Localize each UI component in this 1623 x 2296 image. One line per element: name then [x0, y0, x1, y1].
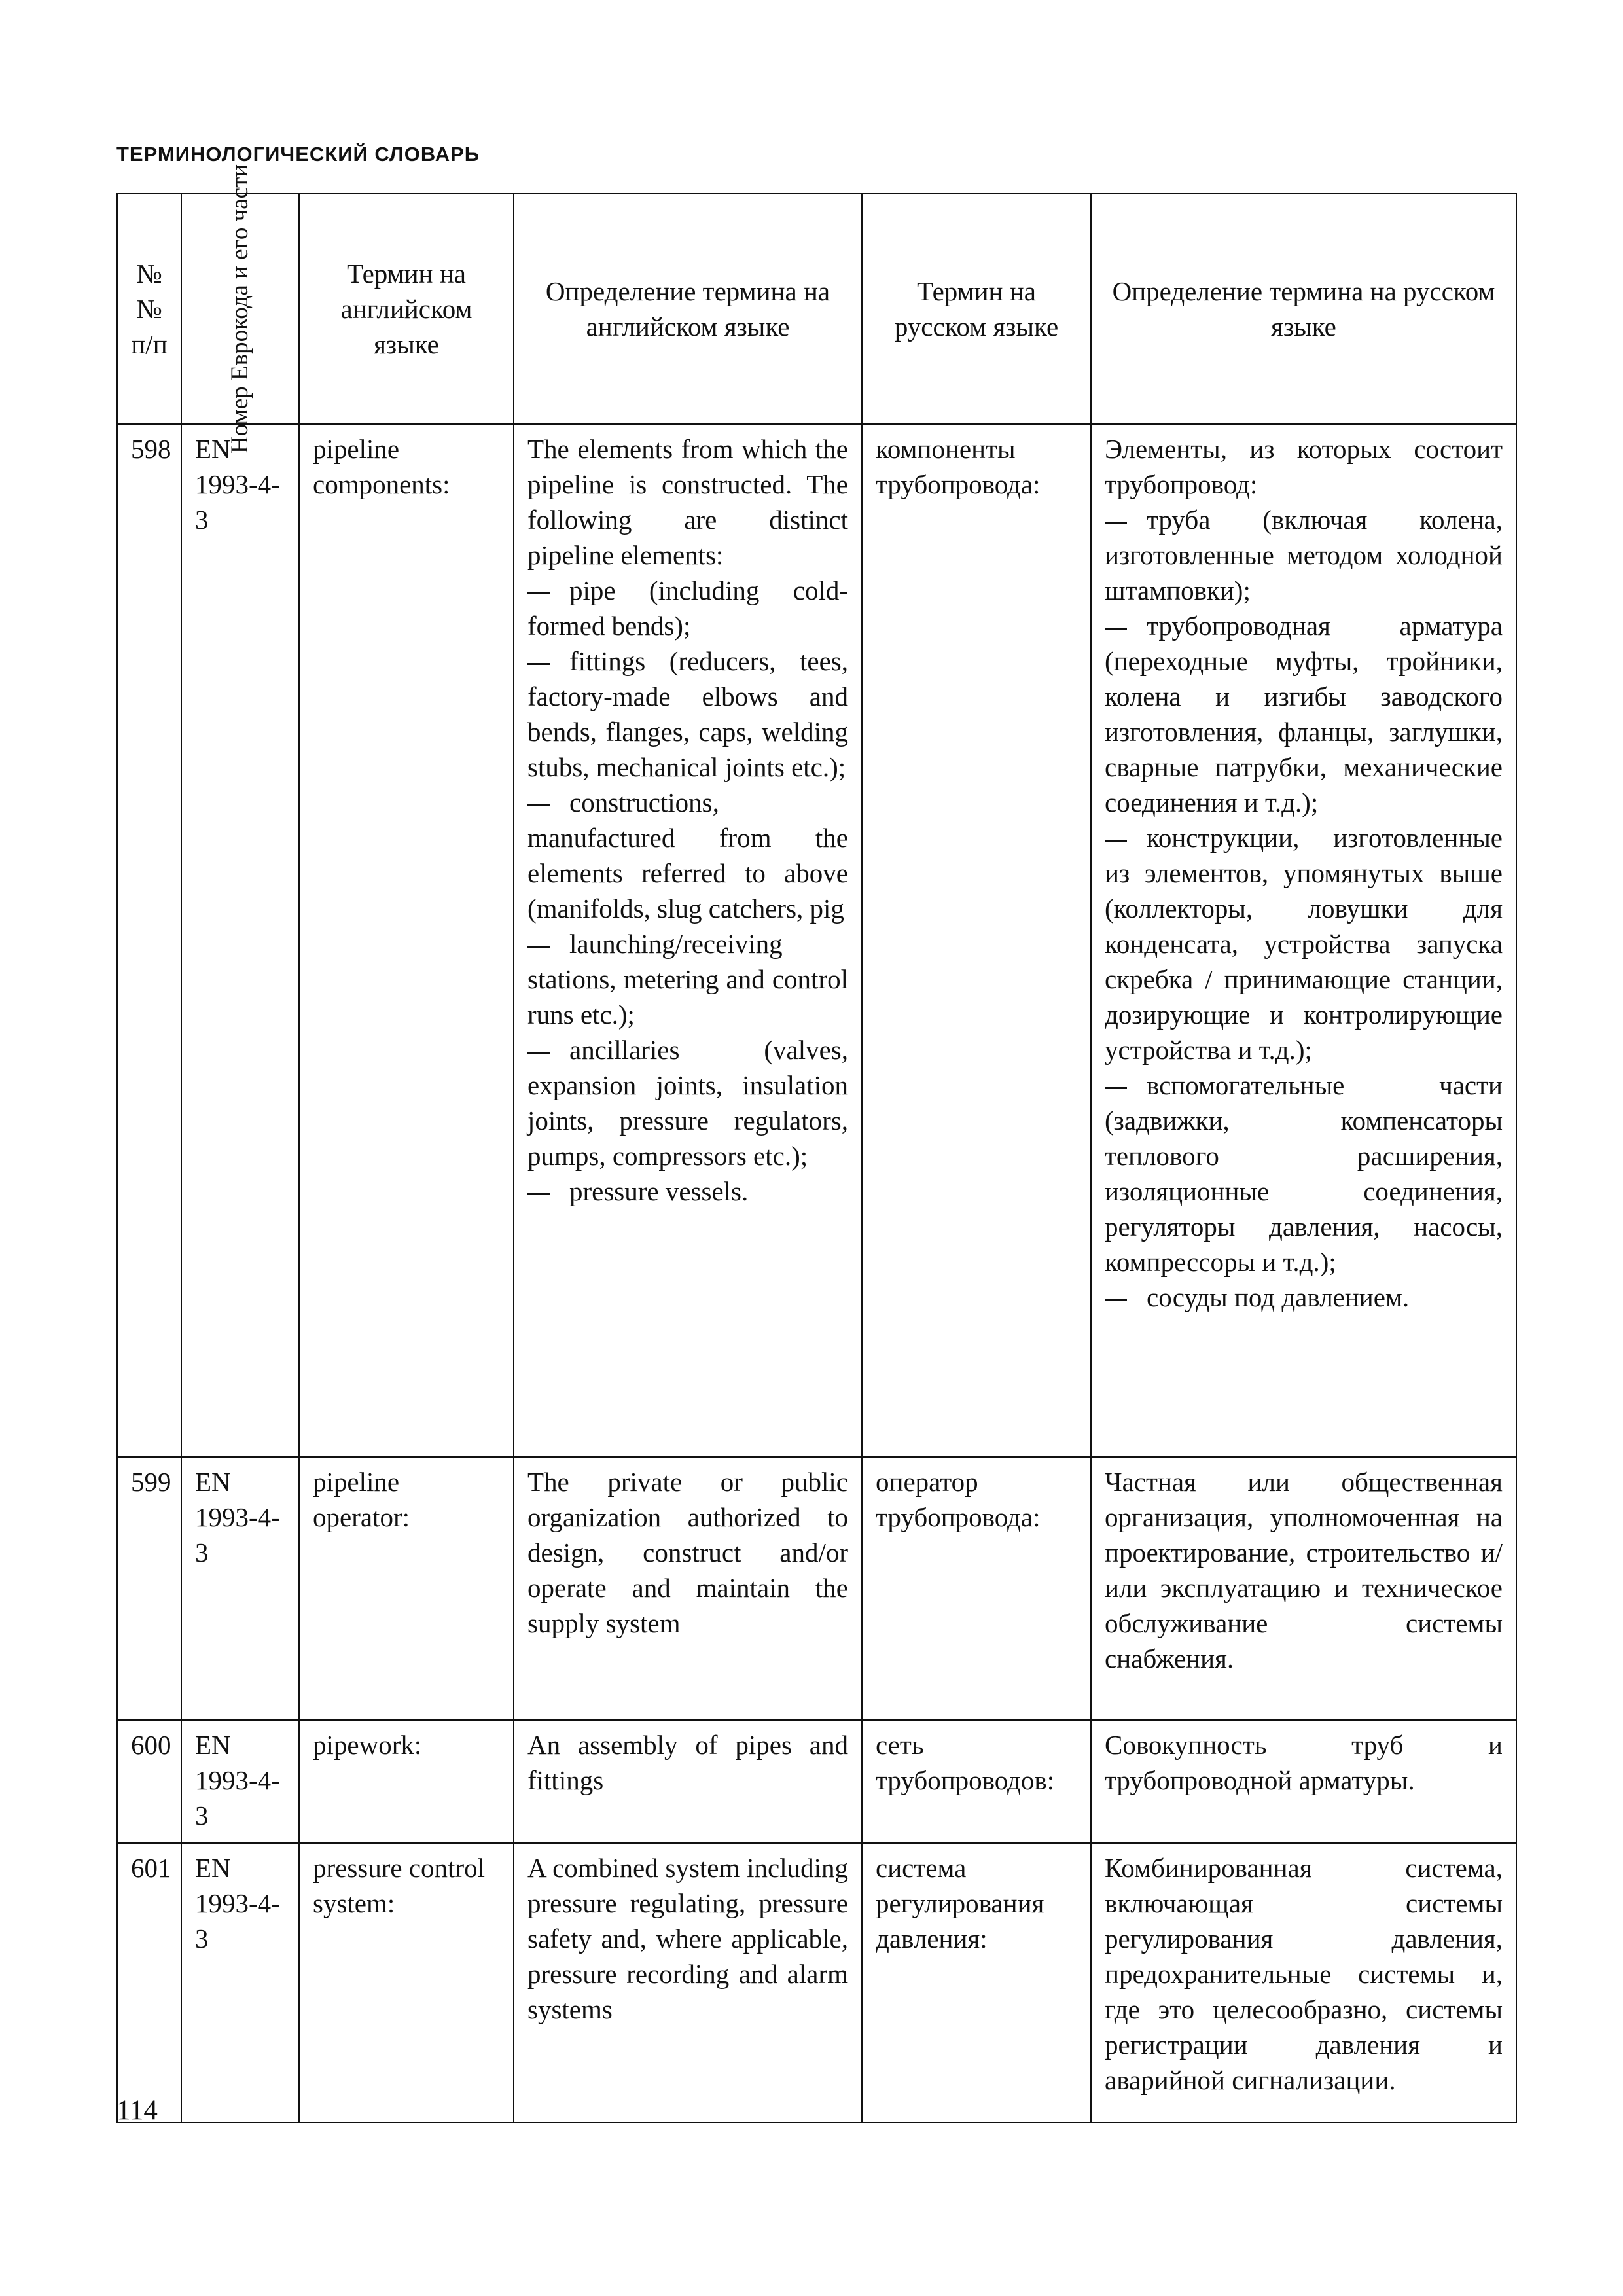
ru-def-item: труба (включая колена, изготовленные методом холодной штамповки);	[1105, 502, 1503, 608]
ru-definition: Частная или общественная организация, уполномоченная на проектирование, строительство и/или эксплуатацию и техническое обслуживание системы снабжения.	[1091, 1457, 1516, 1720]
ru-def-item: сосуды под давлением.	[1105, 1280, 1503, 1315]
ru-definition	[1091, 424, 1516, 1457]
en-def-item: constructions, manufactured from the elements referred to above (manifolds, slug catchers, pig	[527, 785, 848, 926]
ru-term: система регулирования давления:	[862, 1843, 1091, 2123]
dash-bullet-icon	[527, 926, 569, 961]
en-term: pipework:	[299, 1720, 514, 1843]
en-definition: A combined system including pressure regulating, pressure safety and, where applicable, pressure recording and alarm systems	[514, 1843, 862, 2123]
en-term: pipeline components:	[299, 424, 514, 1457]
ru-term: оператор трубопровода:	[862, 1457, 1091, 1720]
dash-bullet-icon	[1105, 1280, 1147, 1315]
ru-def-intro: Элементы, из которых состоит трубопровод:	[1105, 434, 1503, 499]
dash-bullet-icon	[527, 785, 569, 820]
row-number: 600	[117, 1720, 181, 1843]
header-row	[117, 194, 1516, 424]
ru-def-item: вспомогательные части (задвижки, компенсаторы теплового расширения, изоляционные соединения, регуляторы давления, насосы, компрессоры и т.д.);	[1105, 1067, 1503, 1280]
en-definition: An assembly of pipes and fittings	[514, 1720, 862, 1843]
ru-def-item: трубопроводная арматура (переходные муфты, тройники, колена и изгибы заводского изготовления, фланцы, заглушки, сварные патрубки, механические соединения и т.д.);	[1105, 608, 1503, 820]
ru-definition: Комбинированная система, включающая системы регулирования давления, предохранительные системы и, где это целесообразно, системы регистрации давления и аварийной сигнализации.	[1091, 1843, 1516, 2123]
table-row	[117, 424, 1516, 1457]
dash-bullet-icon	[1105, 502, 1147, 537]
en-def-item: pressure vessels.	[527, 1174, 848, 1209]
header-ru-def: Определение термина на русском языке	[1091, 194, 1516, 424]
running-head: ТЕРМИНОЛОГИЧЕСКИЙ СЛОВАРЬ	[116, 143, 480, 166]
en-definition	[514, 424, 862, 1457]
en-term: pipeline operator:	[299, 1457, 514, 1720]
dash-bullet-icon	[527, 643, 569, 679]
header-eurocode-label: Номер Еврокода и его части	[226, 164, 253, 454]
page-number: 114	[116, 2095, 158, 2126]
eurocode-ref: EN 1993-4-3	[181, 1457, 299, 1720]
glossary-table	[116, 164, 1517, 2123]
en-def-item: ancillaries (valves, expansion joints, insulation joints, pressure regulators, pumps, compressors etc.);	[527, 1032, 848, 1174]
dash-bullet-icon	[1105, 820, 1147, 855]
header-num: №№ п/п	[117, 194, 181, 424]
header-en-term: Термин на английском языке	[299, 194, 514, 424]
en-def-item: fittings (reducers, tees, factory-made elbows and bends, flanges, caps, welding stubs, mechanical joints etc.);	[527, 643, 848, 785]
eurocode-ref: EN 1993-4-3	[181, 1720, 299, 1843]
header-eurocode	[181, 164, 299, 454]
row-number: 601	[117, 1843, 181, 2123]
header-ru-term: Термин на русском языке	[862, 194, 1091, 424]
table-row	[117, 1843, 1516, 2123]
ru-def-item: конструкции, изготовленные из элементов, упомянутых выше (коллекторы, ловушки для конденсата, устройства запуска скребка / принимающие станции, дозирующие и контролирующие устройства и т.д.);	[1105, 820, 1503, 1067]
eurocode-ref: EN 1993-4-3	[181, 424, 299, 1457]
dash-bullet-icon	[527, 573, 569, 608]
eurocode-ref: EN 1993-4-3	[181, 1843, 299, 2123]
en-def-item: launching/receiving stations, metering and control runs etc.);	[527, 926, 848, 1032]
table-row	[117, 1720, 1516, 1843]
ru-definition: Совокупность труб и трубопроводной арматуры.	[1091, 1720, 1516, 1843]
dash-bullet-icon	[1105, 608, 1147, 643]
en-term: pressure control system:	[299, 1843, 514, 2123]
ru-term: компоненты трубопровода:	[862, 424, 1091, 1457]
dash-bullet-icon	[527, 1174, 569, 1209]
en-def-item: pipe (including cold-formed bends);	[527, 573, 848, 643]
dash-bullet-icon	[527, 1032, 569, 1067]
row-number: 599	[117, 1457, 181, 1720]
row-number: 598	[117, 424, 181, 1457]
en-definition: The private or public organization authorized to design, construct and/or operate and maintain the supply system	[514, 1457, 862, 1720]
en-def-intro: The elements from which the pipeline is constructed. The following are distinct pipeline elements:	[527, 434, 848, 570]
header-en-def: Определение термина на английском языке	[514, 194, 862, 424]
ru-term: сеть трубопроводов:	[862, 1720, 1091, 1843]
dash-bullet-icon	[1105, 1067, 1147, 1103]
table-row	[117, 1457, 1516, 1720]
